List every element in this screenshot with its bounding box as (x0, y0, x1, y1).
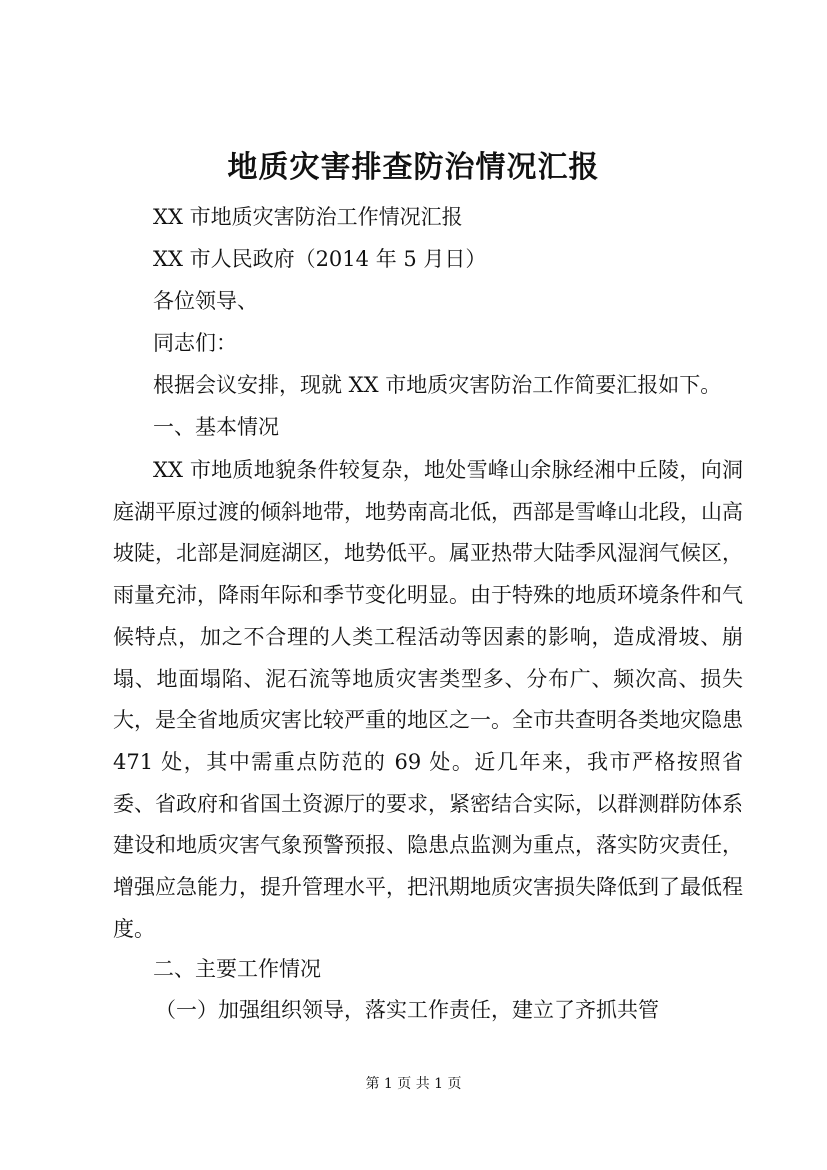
salutation-leaders: 各位领导、 (153, 289, 258, 313)
report-issuer: XX 市人民政府（2014 年 5 月日） (153, 247, 487, 271)
salutation-comrades: 同志们： (153, 331, 237, 355)
section-2-heading: 二、主要工作情况 (153, 957, 321, 981)
section-1-paragraph: XX 市地质地貌条件较复杂，地处雪峰山余脉经湘中丘陵，向洞庭湖平原过渡的倾斜地带，地势南高北低，西部是雪峰山北段，山高坡陡，北部是洞庭湖区，地势低平。属亚热带大陆季风湿润气候区，雨量充沛，降雨年际和季节变化明显。由于特殊的地质环境条件和气候特点，加之不合理的人类工程活动等因素的影响，造成滑坡、崩塌、地面塌陷、泥石流等地质灾害类型多、分布广、频次高、损失大，是全省地质灾害比较严重的地区之一。全市共查明各类地灾隐患 471 处，其中需重点防范的 69 处。近几年来，我市严格按照省委、省政府和省国土资源厅的要求，紧密结合实际，以群测群防体系建设和地质灾害气象预警预报、隐患点监测为重点，落实防灾责任，增强应急能力，提升管理水平，把汛期地质灾害损失降低到了最低程度。 (113, 458, 743, 941)
document-title: 地质灾害排查防治情况汇报 (227, 150, 600, 185)
section-1-heading: 一、基本情况 (153, 415, 279, 439)
intro-sentence: 根据会议安排，现就 XX 市地质灾害防治工作简要汇报如下。 (153, 373, 722, 397)
report-subtitle: XX 市地质灾害防治工作情况汇报 (153, 205, 463, 229)
section-2-subheading-1: （一）加强组织领导，落实工作责任，建立了齐抓共管 (155, 998, 659, 1022)
page-footer: 第 1 页 共 1 页 (365, 1076, 462, 1092)
